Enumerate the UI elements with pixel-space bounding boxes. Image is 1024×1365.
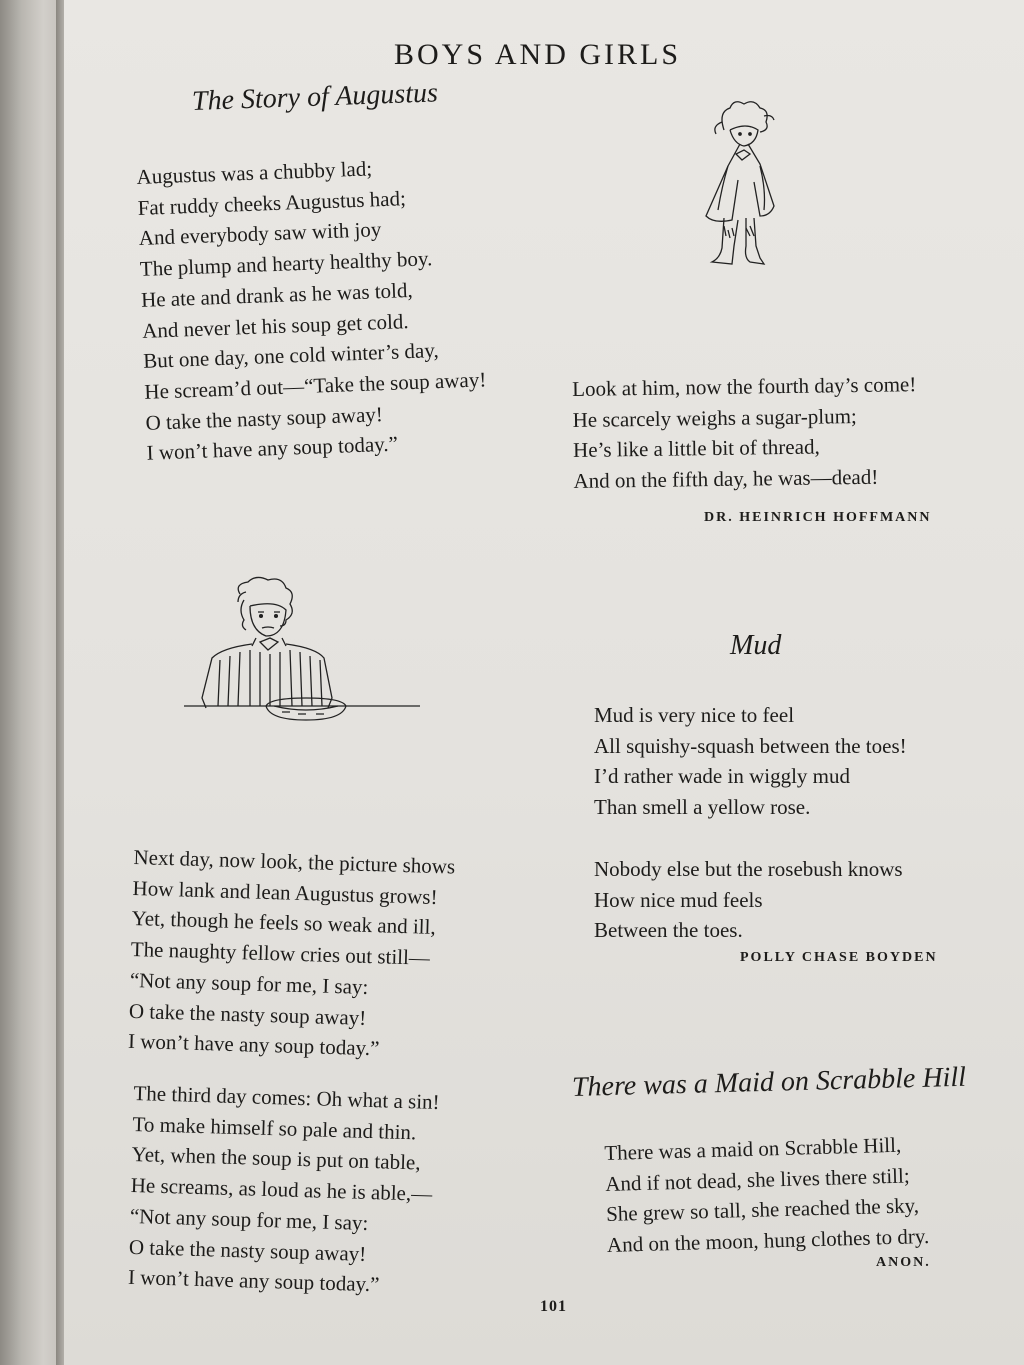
poem-line: He screams, as loud as he is able,—: [130, 1173, 433, 1207]
augustus-stanza-1: [136, 149, 489, 468]
facing-page-edge: [0, 0, 62, 1365]
poem-title-mud: Mud: [730, 630, 782, 661]
poem-line: To make himself so pale and thin.: [132, 1111, 417, 1145]
poem-line: Nobody else but the rosebush knows: [594, 857, 903, 881]
poem-line: Augustus was a chubby lad;: [136, 156, 373, 189]
poem-line: He ate and drank as he was told,: [140, 277, 414, 312]
scrabble-hill-stanza: [604, 1129, 930, 1261]
augustus-stanza-4: [572, 369, 918, 497]
poem-line: The naughty fellow cries out still—: [130, 937, 431, 970]
poem-line: And if not dead, she lives there still;: [604, 1163, 910, 1196]
augustus-stanza-2: [128, 842, 456, 1066]
poem-line: “Not any soup for me, I say:: [129, 1203, 369, 1235]
poem-line: How nice mud feels: [594, 887, 763, 912]
poem-line: He scarcely weighs a sugar-plum;: [572, 403, 857, 432]
poem-line: The plump and hearty healthy boy.: [139, 246, 433, 282]
poem-title-scrabble-hill: There was a Maid on Scrabble Hill: [571, 1061, 967, 1103]
poem-line: And everybody saw with joy: [138, 217, 382, 251]
poem-line: And never let his soup get cold.: [141, 308, 409, 343]
book-page: [64, 0, 1024, 1365]
poem-line: “Not any soup for me, I say:: [129, 967, 369, 999]
poem-title-augustus: The Story of Augustus: [191, 77, 439, 117]
mud-stanza-2: [594, 854, 903, 946]
poem-line: And on the fifth day, he was—dead!: [573, 464, 879, 494]
poem-line: She grew so tall, she reached the sky,: [605, 1193, 920, 1227]
facing-page-text-bleed: [0, 0, 62, 1365]
poem-line: Look at him, now the fourth day’s come!: [572, 372, 917, 401]
poem-line: How lank and lean Augustus grows!: [132, 875, 438, 909]
poem-line: Next day, now look, the picture shows: [133, 844, 456, 879]
poem-line: All squishy-squash between the toes!: [594, 733, 907, 758]
poem-line: Fat ruddy cheeks Augustus had;: [137, 185, 407, 220]
poem-line: Yet, though he feels so weak and ill,: [131, 906, 437, 940]
poem-line: And on the moon, hung clothes to dry.: [606, 1224, 930, 1258]
poem-line: He’s like a little bit of thread,: [572, 434, 820, 463]
poem-line: Than smell a yellow rose.: [594, 795, 811, 820]
poem-line: There was a maid on Scrabble Hill,: [604, 1132, 902, 1165]
poem-line: I won’t have any soup today.”: [127, 1265, 380, 1297]
poem-line: O take the nasty soup away!: [145, 401, 384, 435]
poem-line: Between the toes.: [594, 918, 743, 943]
poem-line: Yet, when the soup is put on table,: [131, 1142, 421, 1175]
poem-line: He scream’d out—“Take the soup away!: [143, 367, 487, 404]
poem-line: The third day comes: Oh what a sin!: [133, 1080, 440, 1115]
author-hoffmann: DR. HEINRICH HOFFMANN: [704, 510, 932, 525]
section-heading: BOYS AND GIRLS: [394, 38, 682, 71]
augustus-at-table-illustration: [170, 580, 420, 750]
thin-augustus-illustration: [684, 100, 794, 275]
poem-line: I won’t have any soup today.”: [146, 431, 399, 466]
poem-line: Mud is very nice to feel: [594, 703, 795, 727]
poem-line: I won’t have any soup today.”: [127, 1029, 380, 1061]
page-number: 101: [540, 1298, 567, 1315]
poem-line: O take the nasty soup away!: [128, 998, 367, 1030]
poem-line: But one day, one cold winter’s day,: [142, 338, 440, 374]
mud-stanza-1: [594, 700, 907, 823]
author-anon: ANON.: [876, 1255, 931, 1270]
poem-line: O take the nasty soup away!: [128, 1234, 367, 1266]
poem-line: I’d rather wade in wiggly mud: [594, 764, 851, 789]
author-boyden: POLLY CHASE BOYDEN: [740, 950, 938, 965]
augustus-stanza-3: [128, 1078, 440, 1302]
